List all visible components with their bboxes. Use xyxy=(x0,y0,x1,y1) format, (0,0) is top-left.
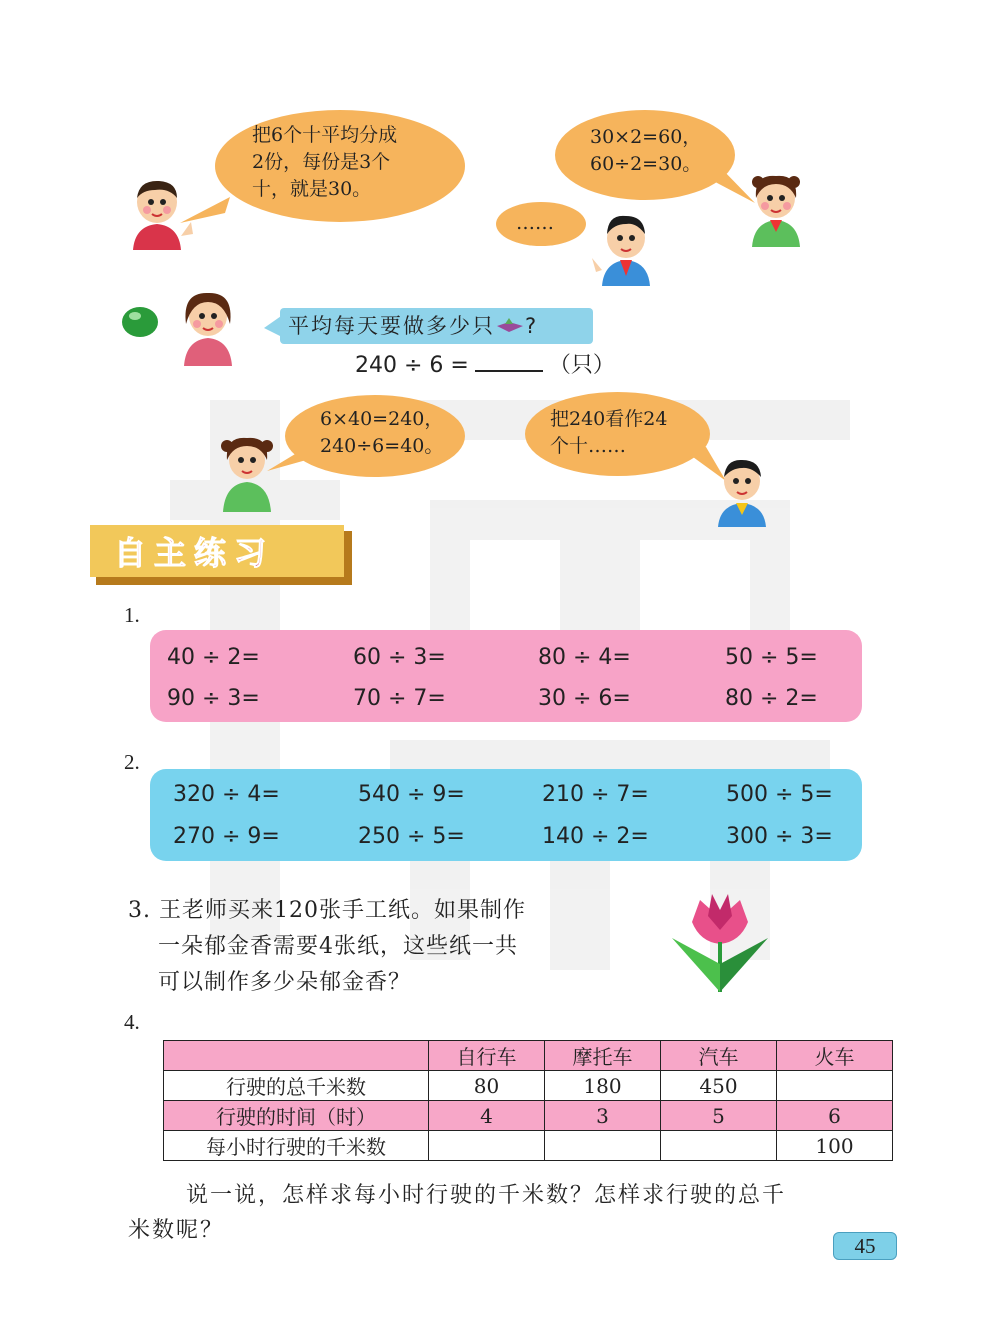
answer-blank[interactable] xyxy=(475,352,543,372)
ex2-item: 500 ÷ 5= xyxy=(726,782,833,807)
speech-bubble-1: 把6个十平均分成 2份，每份是3个 十，就是30。 xyxy=(215,110,465,222)
exercise-3-text: 3. 王老师买来120张手工纸。如果制作 一朵郁金香需要4张纸，这些纸一共 可以制作多少朵郁金香？ xyxy=(128,898,526,995)
exercise-1-panel xyxy=(150,630,862,722)
table-header-cell xyxy=(164,1041,429,1071)
exercise-4-label: 4. xyxy=(124,1010,140,1034)
ex2-item: 320 ÷ 4= xyxy=(173,782,280,807)
ex1-item: 60 ÷ 3= xyxy=(353,645,446,670)
table-header-cell: 摩托车 xyxy=(545,1041,661,1071)
green-ball-icon xyxy=(120,305,160,339)
question-mark: ? xyxy=(525,314,539,338)
ex2-item: 300 ÷ 3= xyxy=(726,824,833,849)
boy-character-icon xyxy=(712,455,774,527)
ex2-item: 540 ÷ 9= xyxy=(358,782,465,807)
table-header-cell: 自行车 xyxy=(429,1041,545,1071)
ex2-item: 270 ÷ 9= xyxy=(173,824,280,849)
ex1-item: 70 ÷ 7= xyxy=(353,686,446,711)
discussion-line-1: 说一说，怎样求每小时行驶的千米数？怎样求行驶的总千 xyxy=(186,1183,787,1208)
question-bar xyxy=(280,308,593,344)
ex2-item: 140 ÷ 2= xyxy=(542,824,649,849)
exercise-3-label: 3. xyxy=(128,898,151,923)
speech-bubble-tail xyxy=(175,195,235,225)
table-header-cell: 汽车 xyxy=(661,1041,777,1071)
speech-bubble-3: …… xyxy=(496,202,586,246)
exercise-1-label: 1. xyxy=(124,603,140,627)
ex2-item: 210 ÷ 7= xyxy=(542,782,649,807)
section-title: 自主练习 xyxy=(114,534,275,572)
ex1-item: 40 ÷ 2= xyxy=(167,645,260,670)
ex1-item: 90 ÷ 3= xyxy=(167,686,260,711)
table-row: 行驶的时间（时） 4 3 5 6 xyxy=(164,1101,893,1131)
speed-table xyxy=(163,1040,893,1161)
table-row: 每小时行驶的千米数 100 xyxy=(164,1131,893,1161)
ex1-item: 30 ÷ 6= xyxy=(538,686,631,711)
ex1-item: 80 ÷ 4= xyxy=(538,645,631,670)
speech-bubble-5: 把240看作24 个十…… xyxy=(525,392,710,476)
ex1-item: 50 ÷ 5= xyxy=(725,645,818,670)
question-text: 平均每天要做多少只 xyxy=(288,314,495,338)
table-header-row xyxy=(164,1041,893,1071)
tulip-icon xyxy=(670,890,770,995)
division-equation: 240 ÷ 6 = （只） xyxy=(355,353,615,378)
exercise-2-label: 2. xyxy=(124,750,140,774)
girl-character-icon xyxy=(740,172,812,247)
ex1-item: 80 ÷ 2= xyxy=(725,686,818,711)
discussion-line-2: 米数呢？ xyxy=(128,1218,225,1243)
table-row: 行驶的总千米数 80 180 450 xyxy=(164,1071,893,1101)
speech-bubble-4: 6×40=240， 240÷6=40。 xyxy=(285,395,465,477)
ex2-item: 250 ÷ 5= xyxy=(358,824,465,849)
section-banner xyxy=(90,525,352,585)
girl-character-icon xyxy=(172,290,244,366)
speech-bubble-2: 30×2=60， 60÷2=30。 xyxy=(555,110,735,200)
page-number: 45 xyxy=(833,1232,897,1260)
boy-character-icon xyxy=(592,212,658,286)
table-header-cell: 火车 xyxy=(777,1041,893,1071)
paper-bird-icon xyxy=(495,316,525,338)
exercise-2-panel xyxy=(150,769,862,861)
